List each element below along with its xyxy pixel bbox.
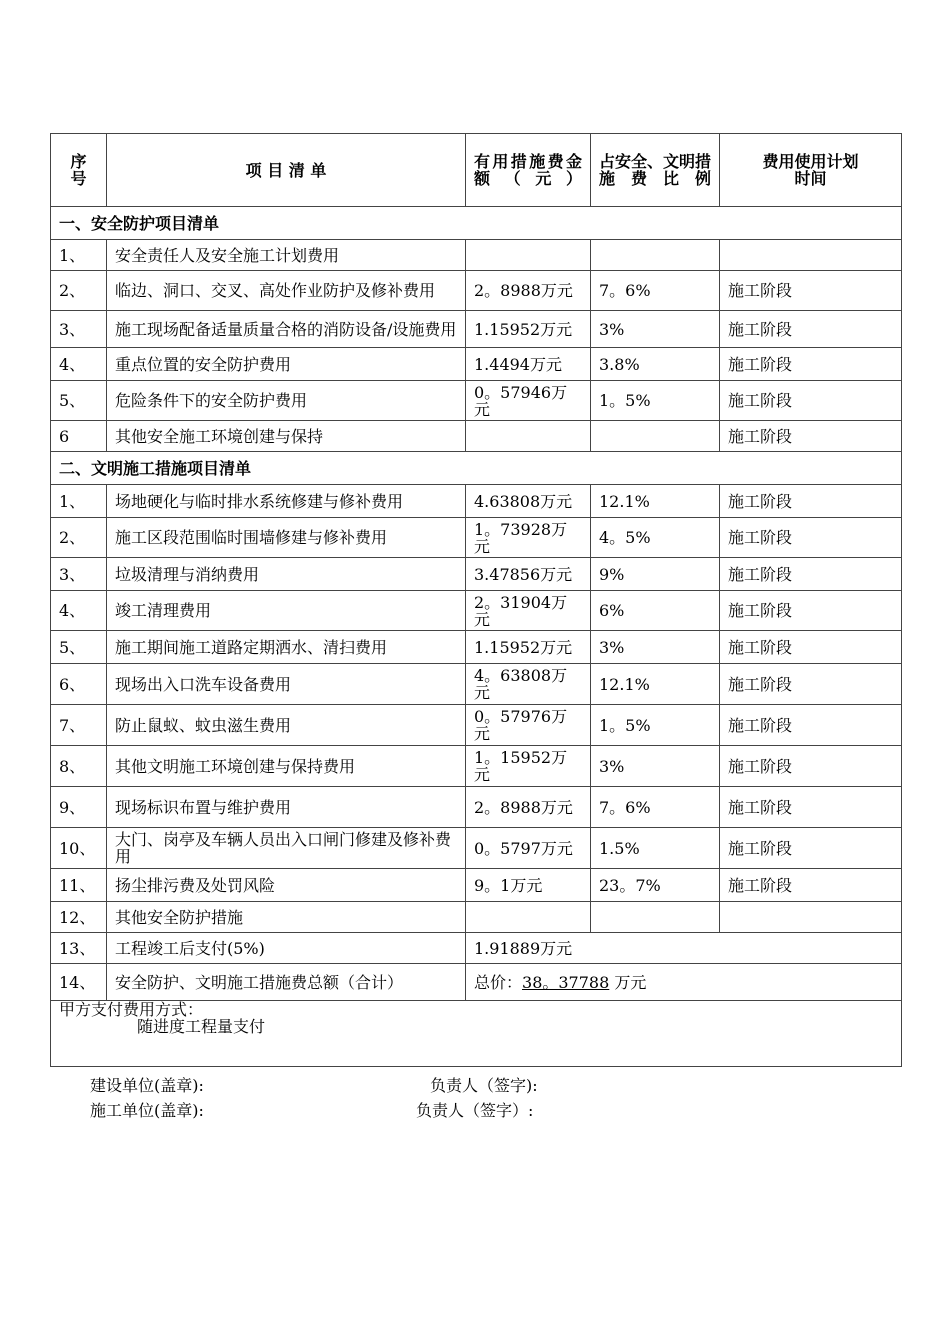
row-amount: 2。8988万元 [466, 787, 591, 828]
row-time: 施工阶段 [720, 558, 902, 591]
row-time [720, 240, 902, 271]
fee-table [50, 133, 902, 1067]
row-time: 施工阶段 [720, 271, 902, 311]
row-ratio: 9% [591, 558, 720, 591]
row-amount [466, 240, 591, 271]
row-number: 1、 [51, 485, 107, 518]
row-amount [466, 902, 591, 933]
header-plan: 费用使用计划时间 [720, 134, 902, 207]
row-ratio: 3% [591, 311, 720, 348]
table-row [51, 240, 902, 271]
row-ratio: 3% [591, 631, 720, 664]
row-time: 施工阶段 [720, 381, 902, 421]
row-amount [466, 421, 591, 452]
row-ratio: 23。7% [591, 869, 720, 902]
row-item: 施工区段范围临时围墙修建与修补费用 [107, 518, 466, 558]
row-number: 11、 [51, 869, 107, 902]
row-item: 防止鼠蚁、蚊虫滋生费用 [107, 705, 466, 746]
total-cell [466, 964, 902, 1001]
row-ratio: 3.8% [591, 348, 720, 381]
table-row [51, 933, 902, 964]
table-row [51, 271, 902, 311]
row-amount: 0。57946万元 [466, 381, 591, 421]
table-row [51, 348, 902, 381]
payment-method: 随进度工程量支付 [137, 1017, 266, 1036]
row-number: 13、 [51, 933, 107, 964]
row-time: 施工阶段 [720, 787, 902, 828]
row-item: 垃圾清理与消纳费用 [107, 558, 466, 591]
row-number: 10、 [51, 828, 107, 869]
row-ratio: 7。6% [591, 271, 720, 311]
row-item: 场地硬化与临时排水系统修建与修补费用 [107, 485, 466, 518]
table-row [51, 705, 902, 746]
row-amount: 0。57976万元 [466, 705, 591, 746]
row-amount: 1.15952万元 [466, 631, 591, 664]
row-time: 施工阶段 [720, 869, 902, 902]
total-label: 总价： [474, 972, 523, 992]
table-row [51, 381, 902, 421]
row-item: 临边、洞口、交叉、高处作业防护及修补费用 [107, 271, 466, 311]
row-number: 6 [51, 421, 107, 452]
row-amount: 2。31904万元 [466, 591, 591, 631]
contractor-responsible-label: 负责人（签字）: [416, 1101, 534, 1120]
row-item: 其他文明施工环境创建与保持费用 [107, 746, 466, 787]
row-ratio: 4。5% [591, 518, 720, 558]
row-ratio: 12.1% [591, 485, 720, 518]
row-ratio [591, 421, 720, 452]
table-row [51, 869, 902, 902]
row-number: 14、 [51, 964, 107, 1001]
row-number: 3、 [51, 311, 107, 348]
row-amount: 1。73928万元 [466, 518, 591, 558]
row-ratio [591, 902, 720, 933]
row-amount: 1.15952万元 [466, 311, 591, 348]
row-item: 其他安全防护措施 [107, 902, 466, 933]
row-ratio: 7。6% [591, 787, 720, 828]
row-amount: 4。63808万元 [466, 664, 591, 705]
row-number: 4、 [51, 591, 107, 631]
row-time [720, 902, 902, 933]
row-ratio [591, 240, 720, 271]
row-ratio: 3% [591, 746, 720, 787]
row-amount: 9。1万元 [466, 869, 591, 902]
row-item: 扬尘排污费及处罚风险 [107, 869, 466, 902]
row-time: 施工阶段 [720, 485, 902, 518]
section2-title: 二、文明施工措施项目清单 [51, 452, 902, 485]
row-ratio: 1。5% [591, 381, 720, 421]
row-amount: 4.63808万元 [466, 485, 591, 518]
header-ratio: 占安全、文明措施费比例 [591, 134, 720, 207]
row-number: 9、 [51, 787, 107, 828]
table-row [51, 828, 902, 869]
total-row [51, 964, 902, 1001]
header-seq: 序号 [51, 134, 107, 207]
row-time: 施工阶段 [720, 591, 902, 631]
row-ratio: 12.1% [591, 664, 720, 705]
row-amount: 1.4494万元 [466, 348, 591, 381]
builder-seal-label: 建设单位(盖章): [90, 1076, 204, 1095]
row-item: 工程竣工后支付(5%) [107, 933, 466, 964]
builder-responsible-label: 负责人（签字): [430, 1076, 538, 1095]
row-amount: 3.47856万元 [466, 558, 591, 591]
table-row [51, 591, 902, 631]
header-amount: 有用措施费金额（元） [466, 134, 591, 207]
row-number: 2、 [51, 518, 107, 558]
table-row [51, 746, 902, 787]
row-ratio: 1。5% [591, 705, 720, 746]
total-value: 38。37788 [522, 972, 610, 992]
payment-label: 甲方支付费用方式： [59, 1000, 204, 1019]
table-row [51, 518, 902, 558]
row-number: 4、 [51, 348, 107, 381]
row-number: 7、 [51, 705, 107, 746]
row-item: 安全防护、文明施工措施费总额（合计） [107, 964, 466, 1001]
row-item: 危险条件下的安全防护费用 [107, 381, 466, 421]
table-row [51, 485, 902, 518]
row-time: 施工阶段 [720, 705, 902, 746]
section2-row [51, 452, 902, 485]
table-row [51, 902, 902, 933]
row-item: 安全责任人及安全施工计划费用 [107, 240, 466, 271]
table-row [51, 558, 902, 591]
row-item: 竣工清理费用 [107, 591, 466, 631]
row-time: 施工阶段 [720, 311, 902, 348]
header-row [51, 134, 902, 207]
section1-title: 一、安全防护项目清单 [51, 207, 902, 240]
row-item: 重点位置的安全防护费用 [107, 348, 466, 381]
row-number: 8、 [51, 746, 107, 787]
header-item: 项 目 清 单 [107, 134, 466, 207]
payment-row [51, 1001, 902, 1067]
payment-cell [51, 1001, 902, 1067]
row-item: 现场出入口洗车设备费用 [107, 664, 466, 705]
row-amount: 2。8988万元 [466, 271, 591, 311]
row-item: 现场标识布置与维护费用 [107, 787, 466, 828]
row-time: 施工阶段 [720, 421, 902, 452]
table-row [51, 421, 902, 452]
row-number: 5、 [51, 631, 107, 664]
row-time: 施工阶段 [720, 746, 902, 787]
row-ratio: 1.5% [591, 828, 720, 869]
row-number: 6、 [51, 664, 107, 705]
row-amount: 0。5797万元 [466, 828, 591, 869]
row-number: 5、 [51, 381, 107, 421]
row-item: 施工期间施工道路定期洒水、清扫费用 [107, 631, 466, 664]
row-number: 12、 [51, 902, 107, 933]
row-number: 2、 [51, 271, 107, 311]
row-ratio: 6% [591, 591, 720, 631]
row-time: 施工阶段 [720, 828, 902, 869]
row-number: 3、 [51, 558, 107, 591]
section1-row [51, 207, 902, 240]
row-amount: 1.91889万元 [466, 933, 902, 964]
row-item: 施工现场配备适量质量合格的消防设备/设施费用 [107, 311, 466, 348]
total-unit: 万元 [614, 972, 647, 992]
row-item: 大门、岗亭及车辆人员出入口闸门修建及修补费用 [107, 828, 466, 869]
row-item: 其他安全施工环境创建与保持 [107, 421, 466, 452]
table-row [51, 664, 902, 705]
row-time: 施工阶段 [720, 631, 902, 664]
row-time: 施工阶段 [720, 518, 902, 558]
row-time: 施工阶段 [720, 664, 902, 705]
table-row [51, 787, 902, 828]
contractor-seal-label: 施工单位(盖章): [90, 1101, 204, 1120]
table-row [51, 311, 902, 348]
row-time: 施工阶段 [720, 348, 902, 381]
table-row [51, 631, 902, 664]
row-amount: 1。15952万元 [466, 746, 591, 787]
row-number: 1、 [51, 240, 107, 271]
